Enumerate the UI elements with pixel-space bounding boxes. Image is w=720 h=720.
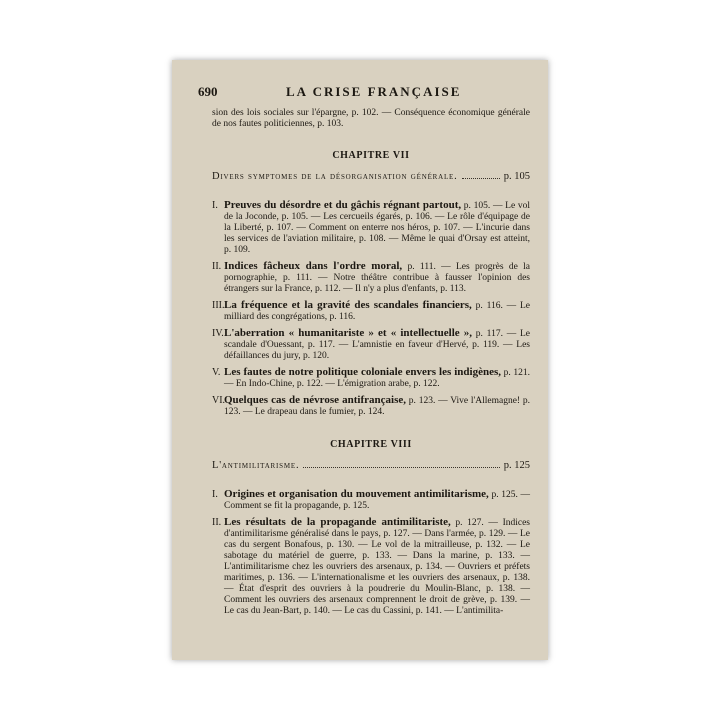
section-title: La fréquence et la gravité des scandales financiers, — [224, 299, 472, 311]
section-details: p. 105. — Le vol de la Joconde, p. 105. — Les cercueils égarés, p. 106. — Le rôle d'équipage de la Liberté, p. 107. — Comment on enterre nos héros, p. 107. — L'incurie dans les services de l'aviation militaire, p. 108. — Même le quai d'Orsay est atteint, p. 109. — [224, 201, 530, 255]
leader-dots — [462, 178, 500, 179]
section-number: II. — [212, 261, 222, 272]
section-details: p. 116. — Le milliard des congrégations, p. 116. — [224, 301, 531, 322]
chapter-8-page: p. 125 — [503, 460, 530, 471]
chapter-8-toc-line — [212, 460, 530, 471]
section-details: p. 123. — Vive l'Allemagne! p. 123. — Le drapeau dans le fumier, p. 124. — [224, 396, 531, 417]
section-title: Preuves du désordre et du gâchis régnant partout, — [224, 199, 462, 211]
section-number: I. — [212, 200, 218, 211]
section-details: p. 125. — Comment se fit la propagande, p. 125. — [224, 490, 530, 511]
running-title: LA CRISE FRANÇAISE — [286, 84, 462, 99]
toc-section — [212, 395, 530, 418]
section-title: Quelques cas de névrose antifrançaise, — [224, 394, 407, 406]
toc-section — [212, 300, 530, 323]
spacer — [212, 423, 530, 439]
section-details: p. 121. — En Indo-Chine, p. 122. — L'émigration arabe, p. 122. — [224, 368, 530, 389]
section-text — [224, 261, 530, 295]
section-number: I. — [212, 489, 218, 500]
chapter-7-title: Divers symptomes de la désorganisation générale. — [212, 171, 458, 182]
section-text — [224, 328, 530, 362]
table-of-contents — [212, 108, 530, 622]
book-page — [172, 60, 548, 660]
section-details: p. 117. — Le scandale d'Ouessant, p. 117. — L'amnistie en faveur d'Hervé, p. 119. — Les défaillances du jury, p. 120. — [224, 329, 531, 361]
section-number: VI. — [212, 395, 226, 406]
section-number: III. — [212, 300, 225, 311]
toc-section — [212, 200, 530, 256]
section-number: V. — [212, 367, 221, 378]
toc-section — [212, 261, 530, 295]
section-details: p. 127. — Indices d'antimilitarisme généralisé dans le pays, p. 127. — Dans l'armée, p. 129. — Le cas du sergent Bonafous, p. 130. — Le vol de la mitrailleuse, p. 132. — Le sabotage du matériel de guerre, p. 133. — Dans la marine, p. 133. — L'antimilitarisme chez les ouvriers des arsenaux, p. 134. — Ouvriers et préfets maritimes, p. 136. — L'internationalisme et les ouvriers des arsenaux, p. 138. — État d'esprit des ouvriers à la poudrerie du Moulin-Blanc, p. 138. — Comment les ouvriers des arsenaux comprennent le droit de grève, p. 139. — Le cas du Jean-Bart, p. 140. — Le cas du Cassini, p. 141. — L'antimilita- — [224, 518, 531, 616]
section-title: L'aberration « humanitariste » et « intellectuelle », — [224, 327, 473, 339]
toc-section — [212, 517, 530, 617]
chapter-7-page: p. 105 — [503, 171, 530, 182]
continuation-text: sion des lois sociales sur l'épargne, p. 102. — Conséquence économique générale de nos fautes politiciennes, p. 103. — [212, 108, 530, 129]
section-text — [224, 395, 530, 418]
page-number: 690 — [198, 84, 218, 99]
section-text — [224, 367, 530, 390]
section-text — [224, 300, 530, 323]
section-text — [224, 200, 530, 256]
section-title: Origines et organisation du mouvement antimilitarisme, — [224, 488, 489, 500]
section-title: Les résultats de la propagande antimilitariste, — [224, 516, 451, 528]
section-text — [224, 489, 530, 512]
chapter-8-title: L'antimilitarisme. — [212, 460, 300, 471]
chapter-7-toc-line — [212, 171, 530, 182]
section-details: p. 111. — Les progrès de la pornographie, p. 111. — Notre théâtre contribue à fausser l'opinion des étrangers sur la France, p. 112. — Il n'y a plus d'enfants, p. 113. — [224, 262, 531, 294]
section-number: IV. — [212, 328, 224, 339]
page-header — [198, 84, 526, 100]
section-title: Indices fâcheux dans l'ordre moral, — [224, 260, 403, 272]
toc-section — [212, 489, 530, 512]
section-text — [224, 517, 530, 617]
leader-dots — [303, 467, 499, 468]
toc-section — [212, 328, 530, 362]
chapter-8-heading: CHAPITRE VIII — [330, 439, 412, 450]
chapter-7-heading: CHAPITRE VII — [332, 150, 410, 161]
section-number: II. — [212, 517, 222, 528]
section-title: Les fautes de notre politique coloniale envers les indigènes, — [224, 366, 502, 378]
toc-section — [212, 367, 530, 390]
